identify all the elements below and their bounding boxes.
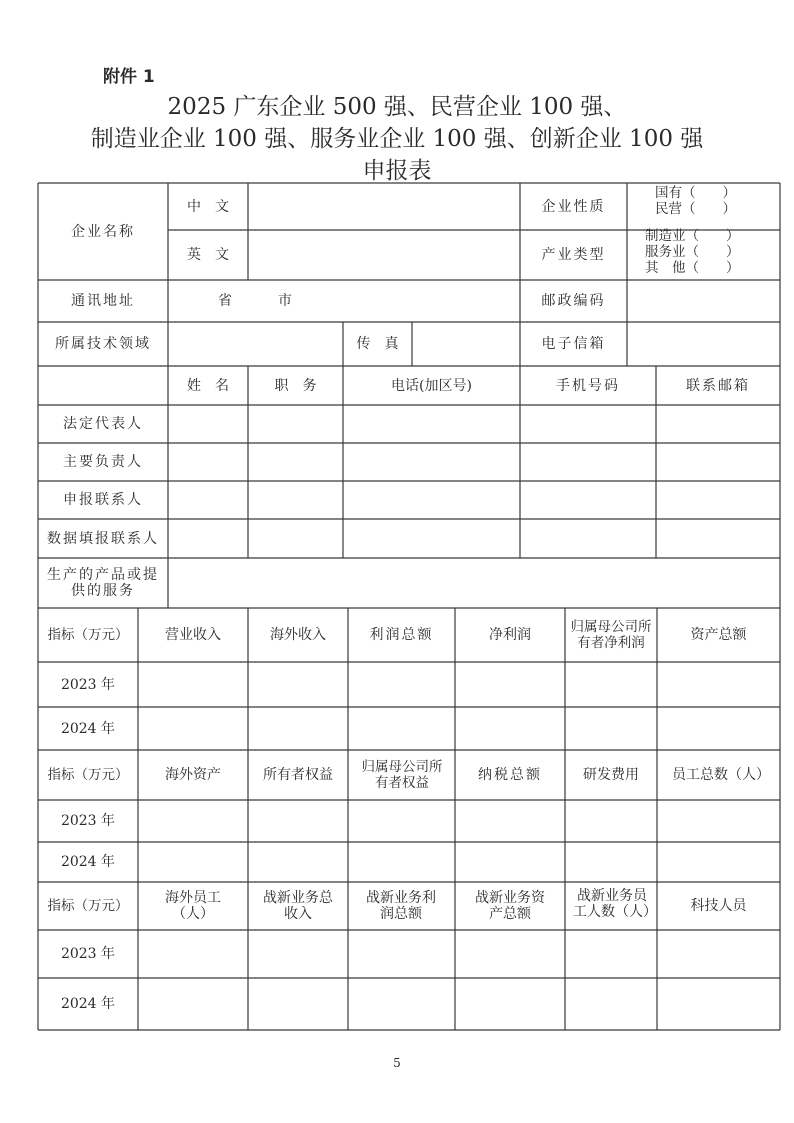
contact-header-email: 联系邮箱 [686,377,750,394]
industry-option-service[interactable]: 服务业（ ） [645,244,740,260]
city-label: 市 [278,293,292,309]
contact-header-title: 职 务 [274,377,317,394]
g3-year-2024: 2024 年 [60,996,116,1012]
g3-sei-profit: 战新业务利润总额 [366,890,436,922]
g1-revenue: 营业收入 [165,627,221,643]
attachment-label: 附件 1 [103,67,155,87]
g1-year-2023: 2023 年 [60,676,116,693]
g2-rd-expense: 研发费用 [583,767,639,783]
nature-option-state[interactable]: 国有（ ） [655,185,736,201]
indicator-label-1: 指标（万元） [47,627,129,643]
g2-total-tax: 纳税总额 [478,767,542,783]
fax-label: 传 真 [356,336,399,352]
contact-header-mobile: 手机号码 [556,377,620,394]
g3-year-2023: 2023 年 [60,946,116,962]
g1-overseas-revenue: 海外收入 [270,627,326,643]
g1-year-2024: 2024 年 [60,720,116,737]
g2-owner-equity: 所有者权益 [263,767,333,783]
g2-year-2024: 2024 年 [60,854,116,870]
page-number: 5 [393,1056,401,1070]
title-line-2: 制造业企业 100 强、服务业企业 100 强、创新企业 100 强 [90,126,704,152]
postcode-label: 邮政编码 [541,293,606,309]
g3-overseas-employees: 海外员工（人） [165,890,221,922]
g3-tech-staff: 科技人员 [690,898,747,914]
tech-field-label: 所属技术领域 [55,336,151,352]
contact-row-data-filler: 数据填报联系人 [47,530,159,547]
title-line-1: 2025 广东企业 500 强、民营企业 100 强、 [167,94,627,120]
g3-sei-employees: 战新业务员工人数（人） [573,888,657,920]
indicator-label-3: 指标（万元） [47,898,129,914]
email-label: 电子信箱 [541,336,606,352]
postcode-field[interactable] [627,280,780,322]
industry-label: 产业类型 [541,247,606,263]
g1-parent-net-profit: 归属母公司所有者净利润 [570,619,652,651]
g1-net-profit: 净利润 [489,627,531,643]
indicator-label-2: 指标（万元） [47,767,129,783]
industry-option-manufacturing[interactable]: 制造业（ ） [645,228,740,244]
contact-row-principal: 主要负责人 [63,454,143,470]
chinese-label: 中 文 [187,198,229,215]
company-name-label: 企业名称 [71,223,135,240]
english-label: 英 文 [187,247,229,263]
title-line-3: 申报表 [362,158,432,184]
address-label: 通讯地址 [71,293,135,309]
english-name-field[interactable] [248,230,520,280]
nature-option-private[interactable]: 民营（ ） [655,201,736,217]
g2-overseas-assets: 海外资产 [165,767,221,783]
products-services-label: 生产的产品或提供的服务 [47,567,159,599]
g3-sei-assets: 战新业务资产总额 [475,890,545,922]
industry-option-other[interactable]: 其 他（ ） [645,260,740,276]
g2-parent-owner-equity: 归属母公司所有者权益 [361,759,443,791]
g1-total-profit: 利润总额 [369,627,434,643]
chinese-name-field[interactable] [248,183,520,230]
contact-row-applicant: 申报联系人 [63,492,143,508]
g2-total-employees: 员工总数（人） [672,767,770,783]
contact-header-phone: 电话(加区号) [391,377,472,394]
nature-label: 企业性质 [541,198,606,215]
g3-sei-revenue: 战新业务总收入 [263,890,333,922]
g1-total-assets: 资产总额 [690,627,747,643]
contact-row-legal-rep: 法定代表人 [63,416,143,432]
contact-header-name: 姓 名 [187,377,229,394]
g2-year-2023: 2023 年 [60,813,116,829]
province-label: 省 [218,293,232,309]
